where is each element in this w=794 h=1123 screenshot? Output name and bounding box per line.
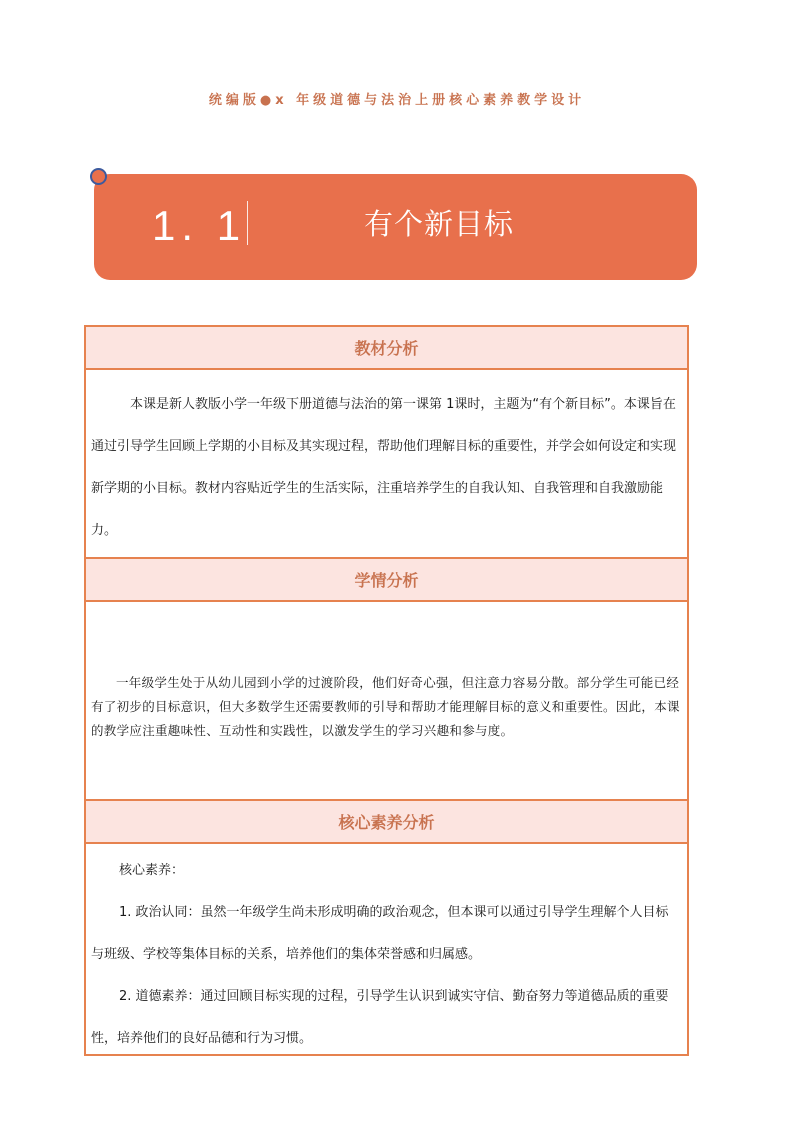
paragraph: 2. 道德素养：通过回顾目标实现的过程，引导学生认识到诚实守信、勤奋努力等道德品质的重要性，培养他们的良好品德和行为习惯。: [91, 989, 669, 1046]
lesson-title: 有个新目标: [364, 207, 515, 241]
lesson-analysis-table: [84, 325, 689, 1056]
paragraph: 核心素养：: [119, 863, 185, 878]
lesson-banner: [94, 174, 697, 280]
section-body-core-literacy-analysis: [86, 844, 687, 1054]
running-header: 统编版●x 年级道德与法治上册核心素养教学设计: [208, 93, 586, 108]
paragraph: 1. 政治认同：虽然一年级学生尚未形成明确的政治观念，但本课可以通过引导学生理解个人目标与班级、学校等集体目标的关系，培养他们的集体荣誉感和归属感。: [91, 905, 669, 962]
section-heading-learner-analysis: 学情分析: [86, 559, 687, 602]
lesson-number: 1. 1: [152, 202, 247, 249]
paragraph: 本课是新人教版小学一年级下册道德与法治的第一课第 1课时，主题为“有个新目标”。本课旨在通过引导学生回顾上学期的小目标及其实现过程，帮助他们理解目标的重要性，并学会如何设定和实现新学期的小目标。教材内容贴近学生的生活实际，注重培养学生的自我认知、自我管理和自我激励能力。: [91, 397, 677, 538]
paragraph: 一年级学生处于从幼儿园到小学的过渡阶段，他们好奇心强，但注意力容易分散。部分学生可能已经有了初步的目标意识，但大多数学生还需要教师的引导和帮助才能理解目标的意义和重要性。因此，本课的教学应注重趣味性、互动性和实践性，以激发学生的学习兴趣和参与度。: [91, 675, 680, 738]
section-body-textbook-analysis: [86, 370, 687, 559]
banner-divider: [247, 201, 248, 245]
section-heading-core-literacy-analysis: 核心素养分析: [86, 801, 687, 844]
section-heading-textbook-analysis: 教材分析: [86, 327, 687, 370]
decorative-dot-icon: [90, 168, 107, 185]
section-body-learner-analysis: [86, 602, 687, 801]
